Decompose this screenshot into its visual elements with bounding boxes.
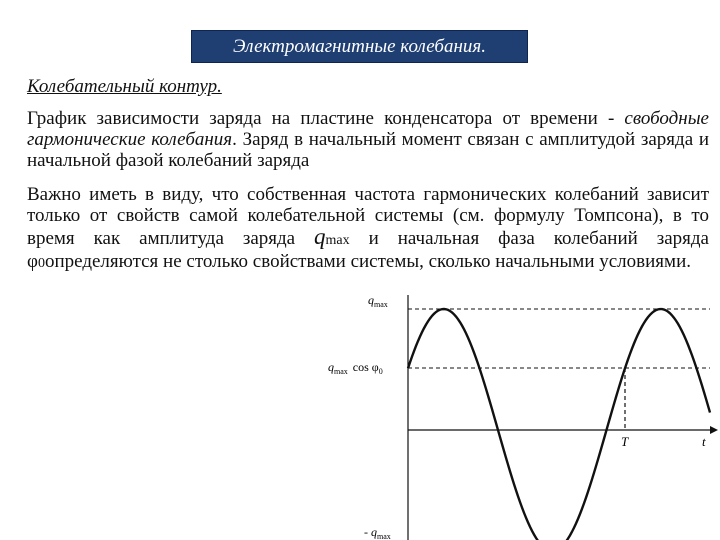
title-banner <box>191 30 528 63</box>
sine-curve <box>408 309 710 540</box>
paragraph2-part3: определяются не столько свойствами системы, сколько начальными условиями. <box>44 251 691 272</box>
paragraph1-lead: График зависимости заряда на пластине конденсатора от времени - <box>27 108 615 129</box>
q-sub: max <box>325 233 350 248</box>
paragraph1-italic: свободные гармонические колебания <box>27 108 709 150</box>
y-mid-label: $q_{max}$ $\cos \varphi_0$ <box>328 360 383 376</box>
page-title: Электромагнитные колебания. <box>233 35 486 57</box>
phi-zero-symbol <box>27 251 45 272</box>
y-top-label: $q_{max}$ <box>368 293 388 309</box>
paragraph1-rest: . Заряд в начальный момент связан с амплитудой заряда и начальной фазой колебаний заряда <box>27 129 709 171</box>
paragraph-graph-description <box>27 108 709 171</box>
paragraph2-part1: Важно иметь в виду, что собственная частота гармонических колебаний зависит только от свойств самой колебательной системы (см. формулу Томпсона), в то время как амплитуда заряда <box>27 184 709 249</box>
period-label: T <box>621 434 629 449</box>
t-axis-arrow <box>710 426 718 434</box>
phi-symbol: φ <box>27 251 38 272</box>
paragraph2-part2: и начальная фаза колебаний заряда <box>368 228 709 249</box>
phi-sub: 0 <box>37 256 45 271</box>
q-symbol: q <box>314 224 326 249</box>
q-max-symbol <box>314 224 350 249</box>
y-bottom-label: - $q_{max}$ <box>364 525 391 540</box>
charge-vs-time-graph <box>320 290 720 540</box>
t-axis-label: t <box>702 434 706 449</box>
section-subtitle: Колебательный контур. <box>27 76 222 97</box>
paragraph-important-note <box>27 184 709 274</box>
